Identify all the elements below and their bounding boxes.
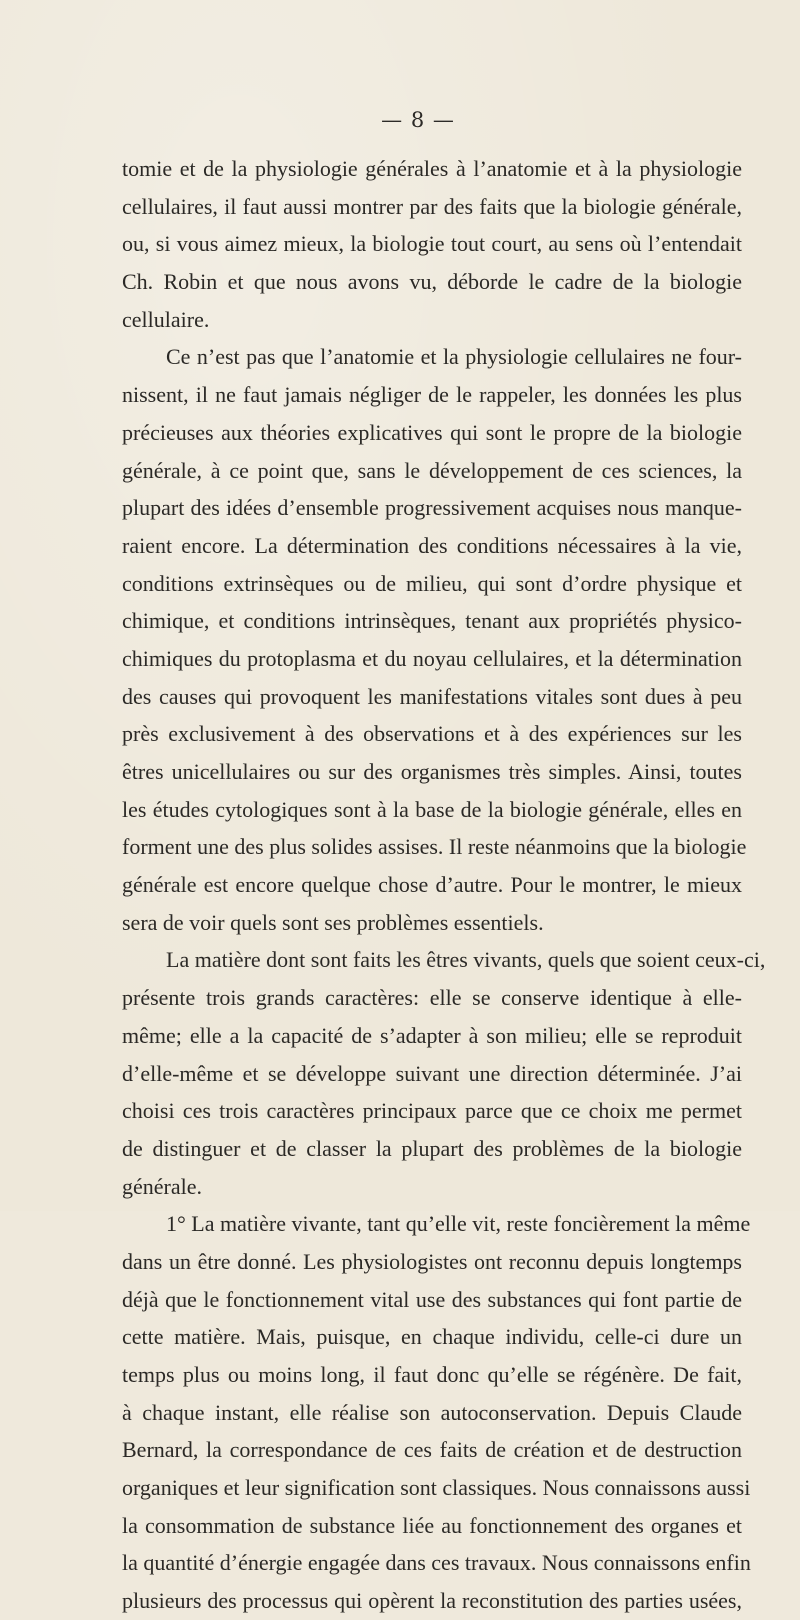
text-line: précieuses aux théories explicatives qui sont le propre de la biologie — [122, 419, 742, 445]
text-line: conditions extrinsèques ou de milieu, qui sont d’ordre physique et — [122, 570, 742, 596]
text-line: déjà que le fonctionnement vital use des substances qui font partie de — [122, 1286, 742, 1312]
text-line: tomie et de la physiologie générales à l’anatomie et à la physiologie — [122, 156, 742, 181]
text-line: plupart des idées d’ensemble progressivement acquises nous manque- — [122, 495, 742, 521]
body-text — [122, 150, 766, 1620]
page-number: — 8 — — [381, 108, 455, 132]
text-line: raient encore. La détermination des conditions nécessaires à la vie, — [122, 532, 742, 558]
text-line: Ce n’est pas que l’anatomie et la physiologie cellulaires ne four- — [166, 344, 742, 370]
text-line: Bernard, la correspondance de ces faits de création et de destruction — [122, 1437, 742, 1463]
text-line: générale est encore quelque chose d’autre. Pour le montrer, le mieux — [122, 872, 742, 898]
text-line: La matière dont sont faits les êtres vivants, quels que soient ceux-ci, — [166, 947, 766, 973]
text-line: organiques et leur signification sont classiques. Nous connaissons aussi — [122, 1475, 751, 1501]
text-line: près exclusivement à des observations et à des expériences sur les — [122, 721, 742, 747]
text-line: cellulaires, il faut aussi montrer par des faits que la biologie générale, — [122, 193, 742, 219]
text-line: la quantité d’énergie engagée dans ces travaux. Nous connaissons enfin — [122, 1550, 751, 1576]
text-line: présente trois grands caractères: elle se conserve identique à elle- — [122, 985, 742, 1011]
text-line: Ch. Robin et que nous avons vu, déborde le cadre de la biologie — [122, 269, 742, 295]
text-line: de distinguer et de classer la plupart des problèmes de la biologie — [122, 1135, 742, 1161]
text-line: 1° La matière vivante, tant qu’elle vit, reste foncièrement la même — [166, 1211, 751, 1237]
text-line: à chaque instant, elle réalise son autoconservation. Depuis Claude — [122, 1399, 742, 1425]
text-line: dans un être donné. Les physiologistes ont reconnu depuis longtemps — [122, 1248, 742, 1274]
text-line: cette matière. Mais, puisque, en chaque individu, celle-ci dure un — [122, 1324, 742, 1350]
text-line: des causes qui provoquent les manifestations vitales sont dues à peu — [122, 683, 742, 709]
text-line: les études cytologiques sont à la base de la biologie générale, elles en — [122, 796, 742, 822]
text-line: d’elle-même et se développe suivant une direction déterminée. J’ai — [122, 1060, 742, 1086]
text-line: choisi ces trois caractères principaux parce que ce choix me permet — [122, 1098, 742, 1124]
text-line: nissent, il ne faut jamais négliger de le rappeler, les données les plus — [122, 382, 742, 408]
text-line: générale. — [122, 1173, 202, 1199]
text-line: sera de voir quels sont ses problèmes essentiels. — [122, 909, 544, 935]
text-line: chimiques du protoplasma et du noyau cellulaires, et la détermination — [122, 645, 742, 671]
text-line: chimique, et conditions intrinsèques, tenant aux propriétés physico- — [122, 608, 742, 634]
text-line: ou, si vous aimez mieux, la biologie tout court, au sens où l’entendait — [122, 231, 742, 257]
text-line: forment une des plus solides assises. Il reste néanmoins que la biologie — [122, 834, 747, 860]
text-line: temps plus ou moins long, il faut donc qu’elle se régénère. De fait, — [122, 1362, 742, 1387]
text-line: cellulaire. — [122, 306, 210, 332]
text-line: êtres unicellulaires ou sur des organismes très simples. Ainsi, toutes — [122, 759, 742, 784]
text-line: la consommation de substance liée au fonctionnement des organes et — [122, 1512, 742, 1538]
text-line: même; elle a la capacité de s’adapter à son milieu; elle se reproduit — [122, 1022, 742, 1048]
text-line: plusieurs des processus qui opèrent la reconstitution des parties usées, — [122, 1588, 742, 1614]
text-line: générale, à ce point que, sans le développement de ces sciences, la — [122, 457, 742, 483]
